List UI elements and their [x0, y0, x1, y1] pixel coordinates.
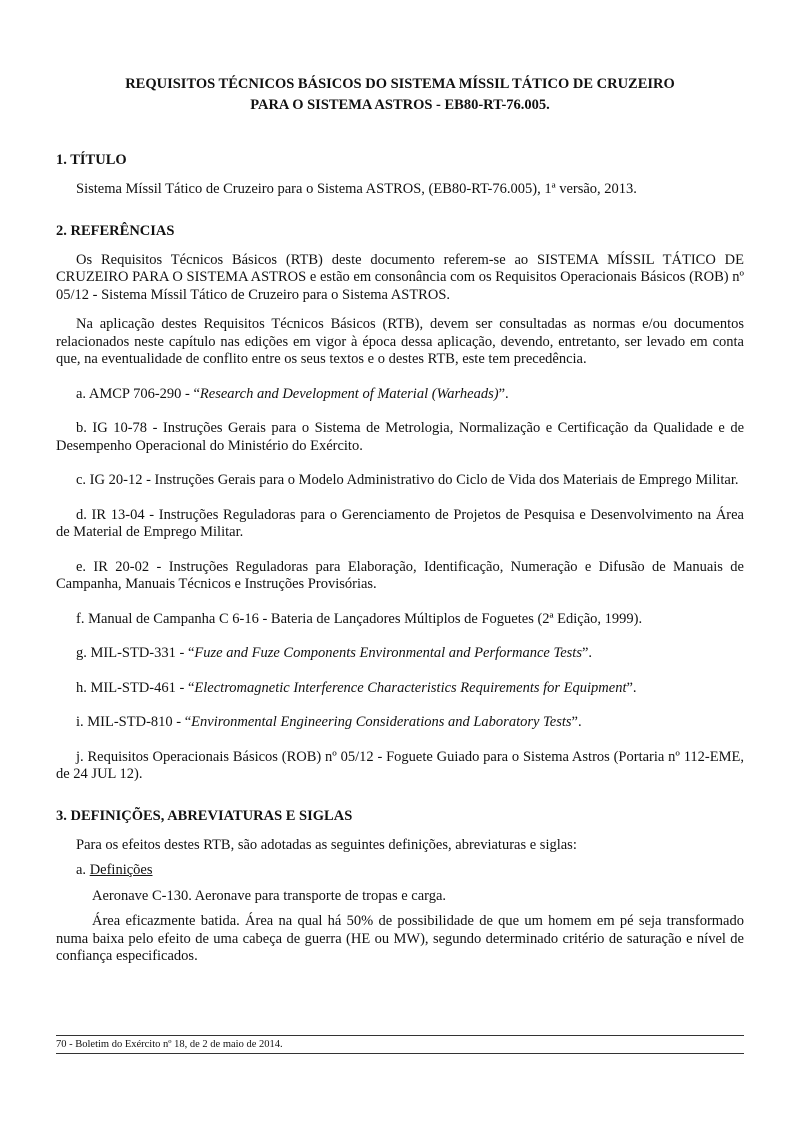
section-2-paragraph-1: Os Requisitos Técnicos Básicos (RTB) deste documento referem-se ao SISTEMA MÍSSIL TÁTICO DE CRUZEIRO PARA O SISTEMA ASTROS e estão em consonância com os Requisitos Operacionais Básicos (ROB) nº 05/12 - Sistema Míssil Tático de Cruzeiro para o Sistema ASTROS. — [56, 251, 744, 303]
section-3-intro: Para os efeitos destes RTB, são adotadas as seguintes definições, abreviaturas e siglas: — [76, 836, 577, 853]
reference-i: i. MIL-STD-810 - “Environmental Engineering Considerations and Laboratory Tests”. — [76, 714, 582, 730]
reference-f: f. Manual de Campanha C 6-16 - Bateria de Lançadores Múltiplos de Foguetes (2ª Edição, 1999). — [76, 610, 643, 627]
reference-g: g. MIL-STD-331 - “Fuze and Fuze Components Environmental and Performance Tests”. — [76, 645, 593, 661]
reference-c: c. IG 20-12 - Instruções Gerais para o Modelo Administrativo do Ciclo de Vida dos Materiais de Emprego Militar. — [76, 472, 739, 488]
section-1-heading: 1. TÍTULO — [56, 152, 127, 168]
section-1-text: Sistema Míssil Tático de Cruzeiro para o Sistema ASTROS, (EB80-RT-76.005), 1ª versão, 2013. — [76, 181, 637, 197]
definitions-subheading: a. Definições — [76, 862, 153, 878]
document-page — [56, 74, 744, 966]
section-3-heading: 3. DEFINIÇÕES, ABREVIATURAS E SIGLAS — [56, 807, 353, 824]
reference-a: a. AMCP 706-290 - “Research and Development of Material (Warheads)”. — [76, 385, 509, 402]
section-2-heading: 2. REFERÊNCIAS — [56, 222, 175, 239]
document-title — [56, 74, 744, 116]
reference-d: d. IR 13-04 - Instruções Reguladoras para o Gerenciamento de Projetos de Pesquisa e Desenvolvimento na Área de Material de Emprego Militar. — [56, 506, 744, 540]
definition-area-eficazmente-batida: Área eficazmente batida. Área na qual há 50% de possibilidade de que um homem em pé seja transformado numa baixa pelo efeito de uma cabeça de guerra (HE ou MW), segundo determinado critério de saturação e nível de confiança especificados. — [56, 913, 744, 964]
reference-j: j. Requisitos Operacionais Básicos (ROB) nº 05/12 - Foguete Guiado para o Sistema Astros (Portaria nº 112-EME, de 24 JUL 12). — [56, 748, 744, 782]
reference-h: h. MIL-STD-461 - “Electromagnetic Interference Characteristics Requirements for Equipment”. — [76, 679, 637, 696]
page-footer: 70 - Boletim do Exército nº 18, de 2 de maio de 2014. — [56, 1035, 744, 1054]
reference-e: e. IR 20-02 - Instruções Reguladoras para Elaboração, Identificação, Numeração e Difusão de Manuais de Campanha, Manuais Técnicos e Instruções Provisórias. — [56, 558, 744, 592]
title-line-1: REQUISITOS TÉCNICOS BÁSICOS DO SISTEMA MÍSSIL TÁTICO DE CRUZEIRO — [125, 76, 675, 92]
reference-b: b. IG 10-78 - Instruções Gerais para o Sistema de Metrologia, Normalização e Certificação da Qualidade e de Desempenho Operacional do Ministério do Exército. — [56, 420, 744, 454]
definition-aeronave-c130: Aeronave C-130. Aeronave para transporte de tropas e carga. — [92, 887, 447, 904]
title-line-2: PARA O SISTEMA ASTROS - EB80-RT-76.005. — [250, 97, 550, 113]
section-2-paragraph-2: Na aplicação destes Requisitos Técnicos Básicos (RTB), devem ser consultadas as normas e/ou documentos relacionados neste capítulo nas edições em vigor à época dessa aplicação, devendo, entretanto, ser levado em conta que, na eventualidade de conflito entre os seus textos e o destes RTB, este tem precedência. — [56, 316, 744, 367]
